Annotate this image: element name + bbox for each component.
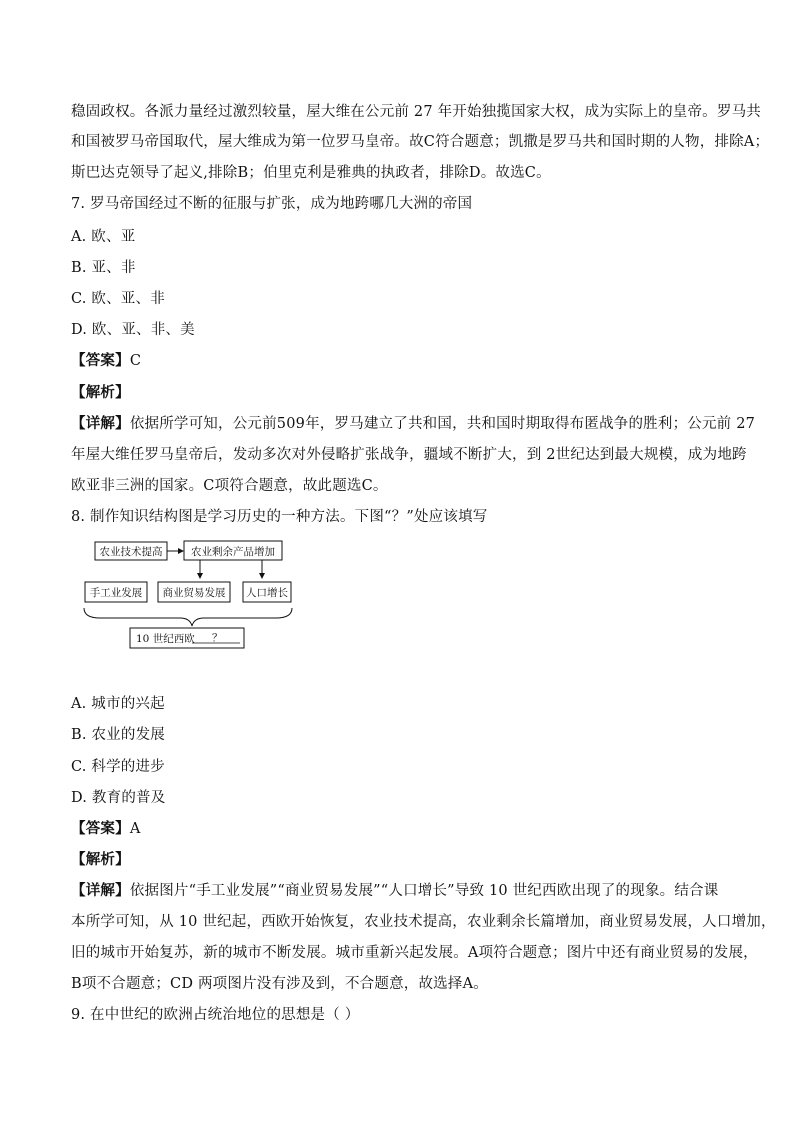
q7-detail-label: 【详解】: [71, 416, 130, 432]
diagram-result-prefix: 10 世纪西欧: [136, 633, 195, 645]
diagram-box-commerce-text: 商业贸易发展: [162, 587, 226, 599]
carryover-line-3: 斯巴达克领导了起义,排除B；伯里克利是雅典的执政者，排除D。故选C。: [71, 165, 551, 181]
q8-detail-line-2: 本所学可知，从 10 世纪起，西欧开始恢复，农业技术提高，农业剩余长篇增加，商业贸易发展，人口增加，: [71, 914, 776, 930]
q8-option-c: C. 科学的进步: [71, 759, 165, 775]
diagram-result-blank: ？: [212, 632, 223, 644]
q7-analysis-heading: 【解析】: [71, 385, 130, 401]
q8-option-d: D. 教育的普及: [71, 790, 166, 806]
q8-analysis-heading: 【解析】: [71, 852, 130, 868]
knowledge-structure-diagram: [80, 538, 310, 653]
diagram-box-surplus-text: 农业剩余产品增加: [191, 546, 275, 558]
q7-detail-line-3: 欧亚非三洲的国家。C项符合题意，故此题选C。: [71, 478, 388, 494]
q8-option-b: B. 农业的发展: [71, 727, 165, 743]
q8-detail-line-3: 旧的城市开始复苏，新的城市不断发展。城市重新兴起发展。A项符合题意；图片中还有商业贸易的发展，: [71, 945, 758, 961]
q9-stem: 9. 在中世纪的欧洲占统治地位的思想是（ ）: [71, 1007, 360, 1023]
q7-answer-label: 【答案】: [71, 353, 130, 369]
q8-answer-value: A: [129, 821, 141, 837]
q8-answer-label: 【答案】: [71, 821, 130, 837]
diagram-box-handicraft-text: 手工业发展: [89, 587, 143, 599]
diagram-box-agri-tech-text: 农业技术提高: [99, 546, 163, 558]
q7-option-d: D. 欧、亚、非、美: [71, 322, 195, 338]
q7-detail-text-1: 依据所学可知，公元前509年，罗马建立了共和国，共和国时期取得布匿战争的胜利；公元前 27: [129, 416, 756, 432]
q8-detail-line-4: B项不合题意；CD 两项图片没有涉及到，不合题意，故选择A。: [71, 976, 488, 992]
q7-answer: [71, 351, 141, 371]
q7-stem: 7. 罗马帝国经过不断的征服与扩张，成为地跨哪几大洲的帝国: [71, 196, 473, 212]
q7-detail-line-2: 年屋大维任罗马皇帝后，发动多次对外侵略扩张战争，疆域不断扩大，到 2世纪达到最大规模，成为地跨: [71, 447, 747, 463]
q8-analysis-label: [71, 850, 130, 870]
q7-option-b: B. 亚、非: [71, 260, 136, 276]
q7-option-a: A. 欧、亚: [71, 229, 136, 245]
q7-detail-line-1: [71, 414, 755, 434]
q8-answer: [71, 819, 140, 839]
q8-detail-text-1: 依据图片“手工业发展”“商业贸易发展”“人口增长”导致 10 世纪西欧出现了的现象。结合课: [129, 883, 719, 899]
q8-stem: 8. 制作知识结构图是学习历史的一种方法。下图“？”处应该填写: [71, 509, 488, 525]
q7-option-c: C. 欧、亚、非: [71, 291, 165, 307]
q7-answer-value: C: [129, 353, 142, 369]
q8-option-a: A. 城市的兴起: [71, 696, 165, 712]
carryover-line-2: 和国被罗马帝国取代，屋大维成为第一位罗马皇帝。故C符合题意；凯撒是罗马共和国时期的人物，排除A；: [71, 134, 770, 150]
carryover-line-1: 稳固政权。各派力量经过激烈较量，屋大维在公元前 27 年开始独揽国家大权，成为实际上的皇帝。罗马共: [71, 104, 761, 120]
diagram-brace: [84, 608, 292, 626]
diagram-box-population-text: 人口增长: [246, 587, 288, 599]
q8-detail-label: 【详解】: [71, 883, 130, 899]
q7-analysis-label: [71, 383, 130, 403]
q8-detail-line-1: [71, 881, 718, 901]
